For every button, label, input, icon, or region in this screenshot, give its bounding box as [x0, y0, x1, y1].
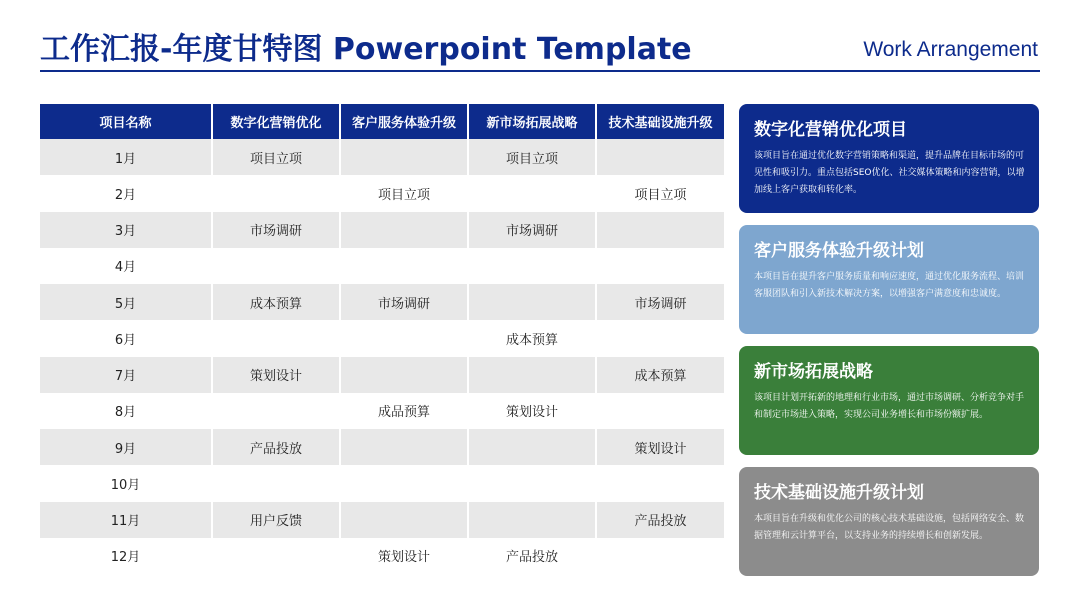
task-cell: 成本预算 [596, 357, 724, 393]
task-cell [340, 248, 468, 284]
task-cell [596, 393, 724, 429]
table-row [40, 538, 724, 574]
column-header-customer-service: 客户服务体验升级 [340, 104, 468, 139]
table-row [40, 320, 724, 356]
month-cell: 10月 [40, 465, 212, 501]
month-cell: 6月 [40, 320, 212, 356]
column-header-market-expansion: 新市场拓展战略 [468, 104, 596, 139]
task-cell [596, 465, 724, 501]
task-cell [340, 139, 468, 175]
task-cell: 产品投放 [212, 429, 340, 465]
month-cell: 11月 [40, 502, 212, 538]
table-header-row [40, 104, 724, 139]
table-row [40, 212, 724, 248]
card-body: 本项目旨在提升客户服务质量和响应速度，通过优化服务流程、培训客服团队和引入新技术解决方案，以增强客户满意度和忠诚度。 [754, 272, 1025, 299]
task-cell [468, 284, 596, 320]
table-row [40, 248, 724, 284]
task-cell [340, 357, 468, 393]
task-cell [468, 175, 596, 211]
column-header-project-name: 项目名称 [40, 104, 212, 139]
task-cell [340, 502, 468, 538]
task-cell: 策划设计 [212, 357, 340, 393]
task-cell: 项目立项 [596, 175, 724, 211]
column-header-digital-marketing: 数字化营销优化 [212, 104, 340, 139]
page-subtitle: Work Arrangement [863, 38, 1038, 61]
month-cell: 8月 [40, 393, 212, 429]
task-cell: 项目立项 [212, 139, 340, 175]
project-card-customer-service [739, 225, 1039, 334]
task-cell: 市场调研 [468, 212, 596, 248]
task-cell: 策划设计 [596, 429, 724, 465]
task-cell: 产品投放 [468, 538, 596, 574]
card-body: 本项目旨在升级和优化公司的核心技术基础设施，包括网络安全、数据管理和云计算平台，以支持业务的持续增长和创新发展。 [754, 514, 1025, 541]
page-title: 工作汇报-年度甘特图 Powerpoint Template [40, 32, 692, 67]
task-cell [212, 538, 340, 574]
table-row [40, 357, 724, 393]
project-card-digital-marketing [739, 104, 1039, 213]
task-cell [596, 538, 724, 574]
task-cell: 市场调研 [340, 284, 468, 320]
task-cell: 市场调研 [212, 212, 340, 248]
task-cell: 成本预算 [212, 284, 340, 320]
table-row [40, 502, 724, 538]
task-cell [596, 212, 724, 248]
task-cell [596, 320, 724, 356]
task-cell [468, 465, 596, 501]
card-title: 数字化营销优化项目 [754, 120, 907, 140]
card-title: 新市场拓展战略 [754, 362, 873, 382]
task-cell [340, 429, 468, 465]
task-cell: 成本预算 [468, 320, 596, 356]
task-cell: 成品预算 [340, 393, 468, 429]
task-cell [468, 429, 596, 465]
table-row [40, 284, 724, 320]
card-title: 客户服务体验升级计划 [754, 241, 924, 261]
month-cell: 1月 [40, 139, 212, 175]
table-row [40, 393, 724, 429]
task-cell: 策划设计 [340, 538, 468, 574]
task-cell [340, 212, 468, 248]
month-cell: 3月 [40, 212, 212, 248]
task-cell [340, 320, 468, 356]
month-cell: 7月 [40, 357, 212, 393]
task-cell [212, 175, 340, 211]
task-cell [212, 320, 340, 356]
task-cell: 用户反馈 [212, 502, 340, 538]
month-cell: 5月 [40, 284, 212, 320]
month-cell: 9月 [40, 429, 212, 465]
task-cell [596, 248, 724, 284]
card-body: 该项目计划开拓新的地理和行业市场，通过市场调研、分析竞争对手和制定市场进入策略，实现公司业务增长和市场份额扩展。 [754, 393, 1025, 420]
month-cell: 2月 [40, 175, 212, 211]
task-cell [468, 357, 596, 393]
gantt-table [40, 104, 724, 574]
project-card-market-expansion [739, 346, 1039, 455]
table-row [40, 175, 724, 211]
task-cell [212, 393, 340, 429]
task-cell [468, 502, 596, 538]
card-body: 该项目旨在通过优化数字营销策略和渠道，提升品牌在目标市场的可见性和吸引力。重点包括SEO优化、社交媒体策略和内容营销，以增加线上客户获取和转化率。 [754, 151, 1025, 195]
task-cell: 项目立项 [340, 175, 468, 211]
task-cell [340, 465, 468, 501]
task-cell [212, 248, 340, 284]
task-cell: 项目立项 [468, 139, 596, 175]
month-cell: 12月 [40, 538, 212, 574]
month-cell: 4月 [40, 248, 212, 284]
column-header-tech-infrastructure: 技术基础设施升级 [596, 104, 724, 139]
table-row [40, 139, 724, 175]
task-cell: 产品投放 [596, 502, 724, 538]
table-row [40, 465, 724, 501]
table-row [40, 429, 724, 465]
task-cell [212, 465, 340, 501]
project-card-tech-infrastructure [739, 467, 1039, 576]
card-title: 技术基础设施升级计划 [754, 483, 924, 503]
task-cell [596, 139, 724, 175]
task-cell: 策划设计 [468, 393, 596, 429]
task-cell: 市场调研 [596, 284, 724, 320]
title-divider [40, 70, 1040, 72]
task-cell [468, 248, 596, 284]
